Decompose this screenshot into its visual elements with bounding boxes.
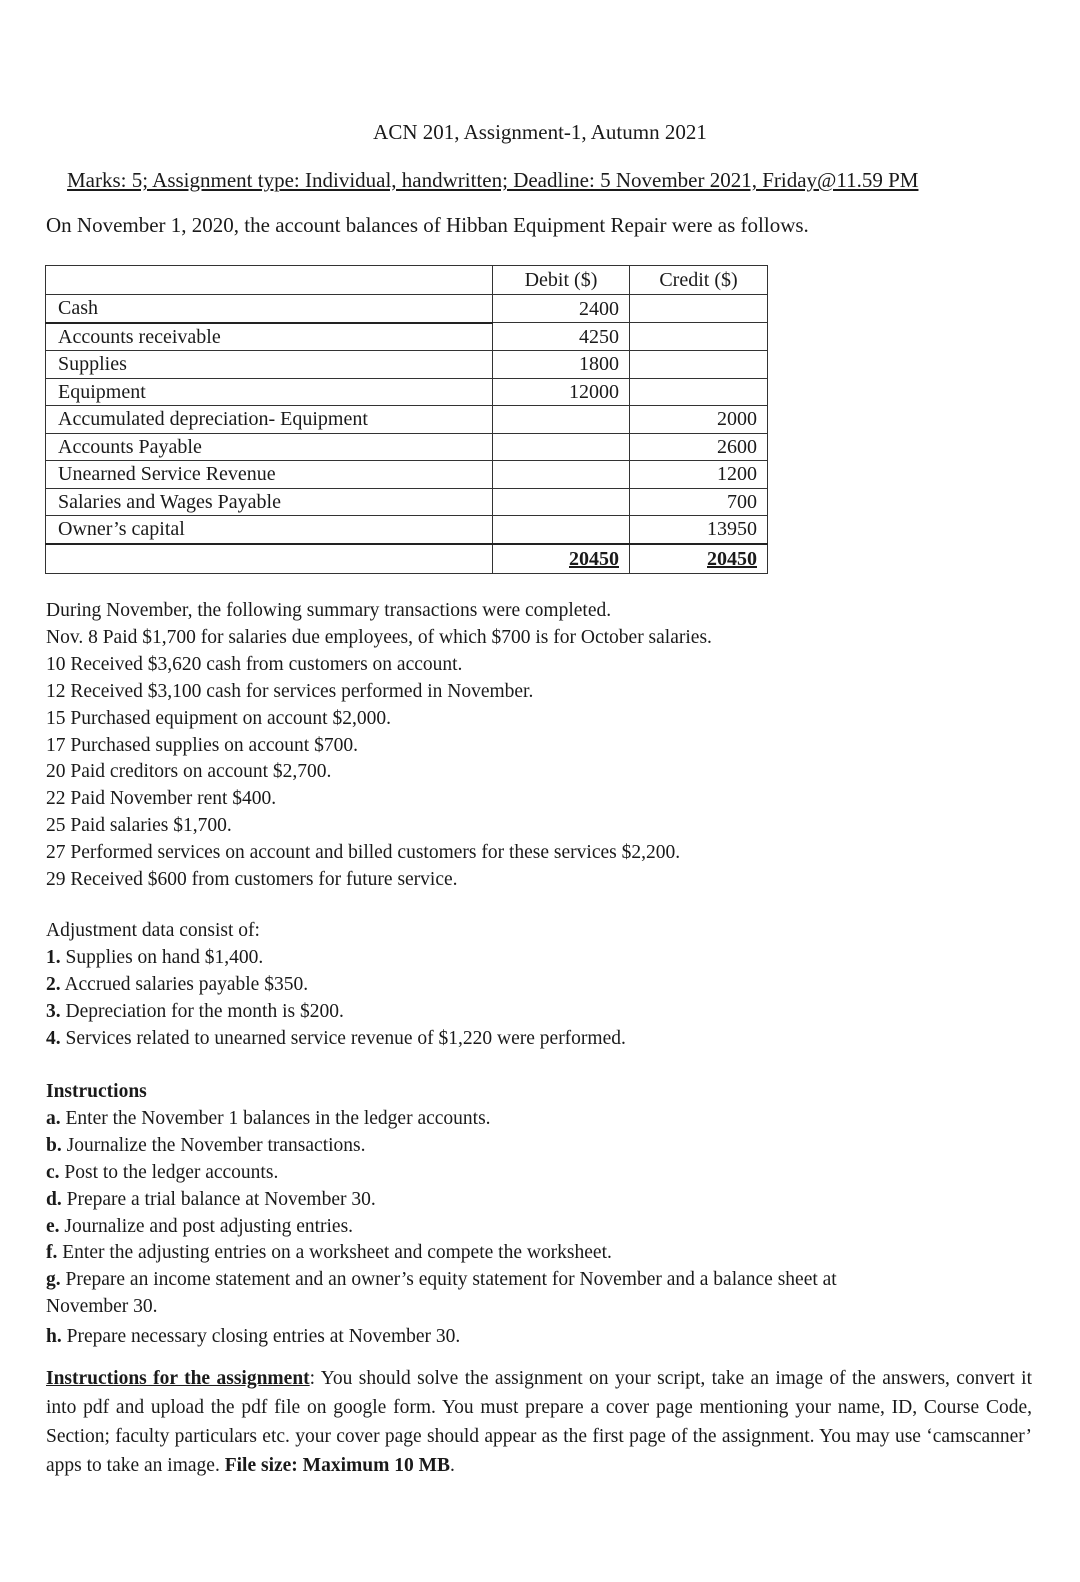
table-row xyxy=(46,295,768,323)
table-row xyxy=(46,516,768,544)
file-size-note: File size: Maximum 10 MB xyxy=(224,1455,450,1476)
table-header-row xyxy=(46,266,768,295)
item-text: November 30. xyxy=(46,1296,158,1318)
assignment-instructions-paragraph xyxy=(46,1364,1032,1480)
list-item: 20 Paid creditors on account $2,700. xyxy=(46,761,332,783)
list-item xyxy=(46,1187,837,1214)
list-item xyxy=(46,1214,837,1241)
header-blank-cell xyxy=(46,266,493,295)
debit-value xyxy=(493,433,630,461)
debit-value xyxy=(493,516,630,544)
total-debit-cell xyxy=(493,544,630,574)
credit-header: Credit ($) xyxy=(630,266,768,295)
credit-value: 1200 xyxy=(630,461,768,489)
list-item: 15 Purchased equipment on account $2,000. xyxy=(46,707,391,729)
account-name: Equipment xyxy=(46,378,493,406)
list-item: 17 Purchased supplies on account $700. xyxy=(46,734,358,756)
list-item: Nov. 8 Paid $1,700 for salaries due employees, of which $700 is for October salaries. xyxy=(46,626,712,648)
item-text: Prepare a trial balance at November 30. xyxy=(66,1188,376,1210)
item-key: e. xyxy=(46,1215,60,1237)
account-name: Accumulated depreciation- Equipment xyxy=(46,406,493,434)
debit-value: 2400 xyxy=(493,295,630,323)
debit-value: 1800 xyxy=(493,351,630,379)
item-key: f. xyxy=(46,1242,58,1264)
total-credit-cell xyxy=(630,544,768,574)
table-row xyxy=(46,323,768,351)
item-text: Supplies on hand $1,400. xyxy=(65,946,264,968)
item-text: Journalize and post adjusting entries. xyxy=(64,1215,354,1237)
debit-value xyxy=(493,488,630,516)
total-credit: 20450 xyxy=(707,547,757,570)
adjustments-heading: Adjustment data consist of: xyxy=(46,920,260,941)
list-item xyxy=(46,999,626,1026)
debit-value: 12000 xyxy=(493,378,630,406)
table-row xyxy=(46,351,768,379)
debit-value xyxy=(493,461,630,489)
account-name: Salaries and Wages Payable xyxy=(46,488,493,516)
table-row xyxy=(46,461,768,489)
table-total-row xyxy=(46,544,768,574)
total-blank-cell xyxy=(46,544,493,574)
account-name: Unearned Service Revenue xyxy=(46,461,493,489)
item-key: g. xyxy=(46,1269,61,1291)
item-text: Enter the adjusting entries on a worksheet and compete the worksheet. xyxy=(62,1242,612,1264)
list-item: 22 Paid November rent $400. xyxy=(46,788,277,810)
account-name: Accounts Payable xyxy=(46,433,493,461)
item-number: 1. xyxy=(46,946,61,968)
list-item xyxy=(46,1160,837,1187)
table-row xyxy=(46,406,768,434)
debit-header: Debit ($) xyxy=(493,266,630,295)
table-row xyxy=(46,433,768,461)
credit-value xyxy=(630,351,768,379)
credit-value: 2600 xyxy=(630,433,768,461)
item-text: Services related to unearned service revenue of $1,220 were performed. xyxy=(65,1027,626,1049)
transactions-section xyxy=(46,598,712,894)
account-balances-table xyxy=(45,265,768,574)
credit-value xyxy=(630,295,768,323)
debit-value xyxy=(493,406,630,434)
list-item xyxy=(46,1324,837,1351)
table-row xyxy=(46,488,768,516)
assignment-instructions-end: . xyxy=(449,1455,455,1476)
list-item xyxy=(46,1267,837,1294)
account-name: Accounts receivable xyxy=(46,323,493,351)
item-text: Prepare an income statement and an owner’s equity statement for November and a balance sheet at xyxy=(65,1269,837,1291)
list-item xyxy=(46,972,626,999)
list-item xyxy=(46,945,626,972)
assignment-instructions-text: : You should solve the assignment on your script, take an image of the answers, convert it into pdf and upload the pdf file on google form. You must prepare a cover page mentioning your name, ID, Course Code, Section; faculty particulars etc. your cover page should appear as the first page of the assignment. You may use ‘camscanner’ apps to take an image. xyxy=(46,1368,1032,1476)
marks-deadline-line: Marks: 5; Assignment type: Individual, handwritten; Deadline: 5 November 2021, Friday@11.59 PM xyxy=(67,168,919,192)
list-item xyxy=(46,1026,626,1053)
item-number: 4. xyxy=(46,1027,61,1049)
table-row xyxy=(46,378,768,406)
debit-value: 4250 xyxy=(493,323,630,351)
item-text: Accrued salaries payable $350. xyxy=(64,973,309,995)
item-text: Prepare necessary closing entries at November 30. xyxy=(66,1326,461,1348)
credit-value xyxy=(630,378,768,406)
item-text: Enter the November 1 balances in the ledger accounts. xyxy=(65,1107,491,1129)
instructions-heading xyxy=(46,1079,837,1106)
item-key: c. xyxy=(46,1161,60,1183)
item-key: a. xyxy=(46,1107,61,1129)
adjustments-section xyxy=(46,918,626,1053)
account-name: Supplies xyxy=(46,351,493,379)
transactions-heading: During November, the following summary transactions were completed. xyxy=(46,600,612,621)
item-number: 2. xyxy=(46,973,61,995)
item-text: Depreciation for the month is $200. xyxy=(65,1000,344,1022)
list-item xyxy=(46,1240,837,1267)
assignment-title: ACN 201, Assignment-1, Autumn 2021 xyxy=(373,120,707,144)
instructions-section xyxy=(46,1079,837,1351)
credit-value: 700 xyxy=(630,488,768,516)
item-text: Journalize the November transactions. xyxy=(66,1134,366,1156)
credit-value: 2000 xyxy=(630,406,768,434)
list-item: 10 Received $3,620 cash from customers on account. xyxy=(46,653,463,675)
instructions-heading-text: Instructions xyxy=(46,1081,147,1102)
item-key: b. xyxy=(46,1134,62,1156)
intro-paragraph: On November 1, 2020, the account balances of Hibban Equipment Repair were as follows. xyxy=(46,213,809,237)
assignment-instructions-label: Instructions for the assignment xyxy=(46,1368,310,1389)
account-name: Cash xyxy=(46,295,493,323)
list-item xyxy=(46,1133,837,1160)
account-name: Owner’s capital xyxy=(46,516,493,544)
list-item xyxy=(46,1106,837,1133)
item-key: h. xyxy=(46,1326,62,1348)
total-debit: 20450 xyxy=(569,547,619,570)
list-item: 25 Paid salaries $1,700. xyxy=(46,815,232,837)
credit-value xyxy=(630,323,768,351)
credit-value: 13950 xyxy=(630,516,768,544)
list-item: 29 Received $600 from customers for future service. xyxy=(46,869,458,891)
list-item-continuation xyxy=(46,1294,837,1321)
item-text: Post to the ledger accounts. xyxy=(64,1161,279,1183)
item-number: 3. xyxy=(46,1000,61,1022)
item-key: d. xyxy=(46,1188,62,1210)
list-item: 27 Performed services on account and billed customers for these services $2,200. xyxy=(46,842,681,864)
list-item: 12 Received $3,100 cash for services performed in November. xyxy=(46,680,534,702)
